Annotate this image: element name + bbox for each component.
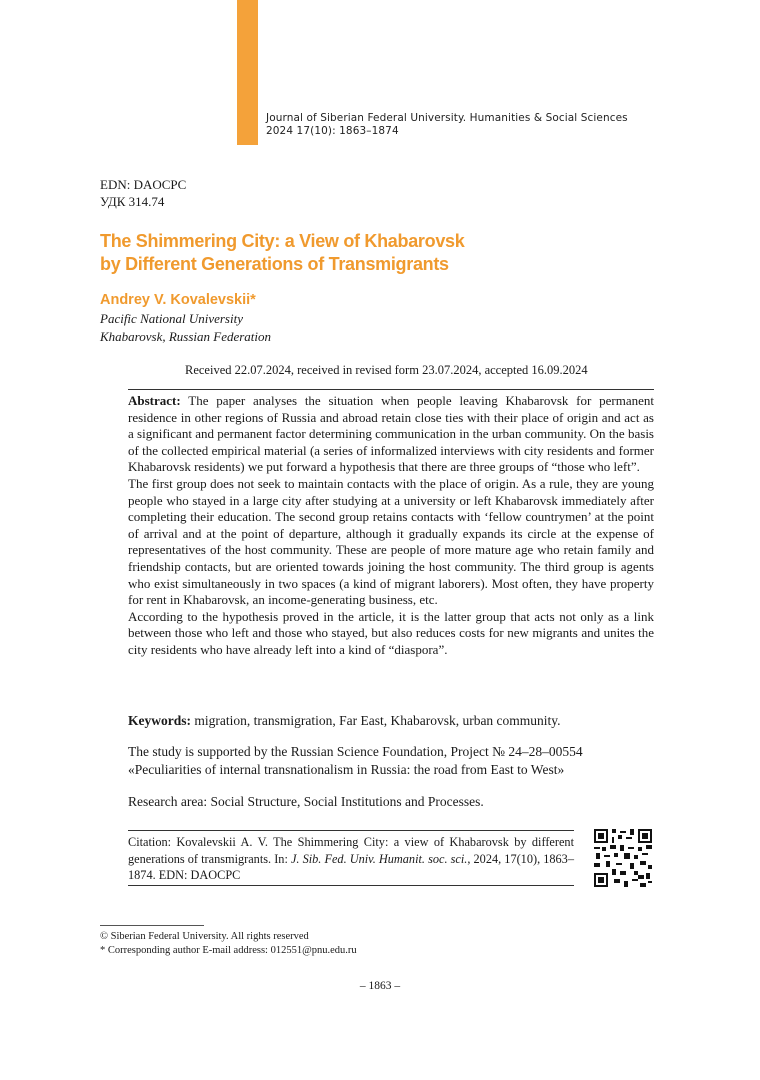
citation [128, 834, 574, 884]
funding-line-1: The study is supported by the Russian Science Foundation, Project № 24–28–00554 [128, 744, 583, 759]
corresponding-author-note: * Corresponding author E-mail address: 012551@pnu.edu.ru [100, 945, 357, 956]
abstract [128, 393, 654, 659]
qr-code-icon [594, 829, 652, 887]
abstract-paragraph-3: According to the hypothesis proved in the article, it is the latter group that acts not only as a link between those who left and those who stayed, but also reduces costs for new migrants and unites the city residents who have already left into a kind of “diaspora”. [128, 608, 654, 657]
abstract-top-rule [128, 389, 654, 390]
journal-issue: 2024 17(10): 1863–1874 [266, 125, 399, 137]
edn-code: EDN: DAOCPC [100, 177, 187, 192]
copyright-note: © Siberian Federal University. All rights reserved [100, 931, 309, 942]
keywords [128, 713, 561, 729]
funding-line-2: «Peculiarities of internal transnationalism in Russia: the road from East to West» [128, 762, 565, 777]
journal-header [266, 112, 628, 138]
author-name: Andrey V. Kovalevskii* [100, 292, 256, 308]
title-line-1: The Shimmering City: a View of Khabarovsk [100, 231, 465, 251]
citation-text-2: , 2024, 17(10), 1863–1874. EDN: DAOCPC [128, 851, 574, 882]
footnotes [100, 930, 357, 958]
affiliation [100, 310, 271, 346]
footnote-rule [100, 925, 204, 926]
article-title [100, 230, 464, 276]
affiliation-location: Khabarovsk, Russian Federation [100, 329, 272, 344]
abstract-text-1: The paper analyses the situation when people leaving Khabarovsk for permanent residence in other regions of Russia and abroad retain close ties with their place of origin and act as a significant and permanent factor determining communication in the urban community. On the basis of the collected empirical material (a series of informalized interviews with city residents and former Khabarovsk residents) we put forward a hypothesis that there are three groups of “those who left”. [128, 393, 654, 475]
keywords-text: migration, transmigration, Far East, Khabarovsk, urban community. [191, 713, 561, 728]
received-dates: Received 22.07.2024, received in revised form 23.07.2024, accepted 16.09.2024 [185, 363, 588, 377]
citation-text-1: Citation: Kovalevskii A. V. The Shimmering City: a view of Khabarovsk by different generations of transmigrants. In: [128, 835, 574, 866]
udk-code: УДК 314.74 [100, 194, 165, 209]
identifiers [100, 176, 186, 210]
affiliation-university: Pacific National University [100, 311, 243, 326]
citation-journal: J. Sib. Fed. Univ. Humanit. soc. sci. [290, 851, 468, 866]
journal-title: Journal of Siberian Federal University. Humanities & Social Sciences [266, 112, 628, 124]
abstract-paragraph-1 [128, 393, 654, 476]
citation-top-rule [128, 830, 574, 831]
title-line-2: by Different Generations of Transmigrants [100, 254, 449, 274]
research-area: Research area: Social Structure, Social Institutions and Processes. [128, 794, 484, 809]
keywords-label: Keywords: [128, 713, 191, 728]
abstract-label: Abstract: [128, 393, 181, 408]
citation-bottom-rule [128, 885, 574, 886]
header-accent-bar [237, 0, 258, 145]
page-number: – 1863 – [359, 980, 401, 992]
funding-note [128, 743, 583, 779]
abstract-paragraph-2: The first group does not seek to maintain contacts with the place of origin. As a rule, they are young people who stayed in a large city after studying at a university or left Khabarovsk immediately after completing their education. The second group retains contacts with ‘fellow countrymen’ at the point of arrival and at the point of departure, although it gradually expands its circle at the expense of representatives of the host community. These are people of more mature age who retain family and friendship contacts, but are oriented towards joining the host community. The third group is agents who exist simultaneously in two spaces (a kind of migrant laborers). Most often, they have property for rent in Khabarovsk, an income-generating business, etc. [128, 475, 654, 608]
